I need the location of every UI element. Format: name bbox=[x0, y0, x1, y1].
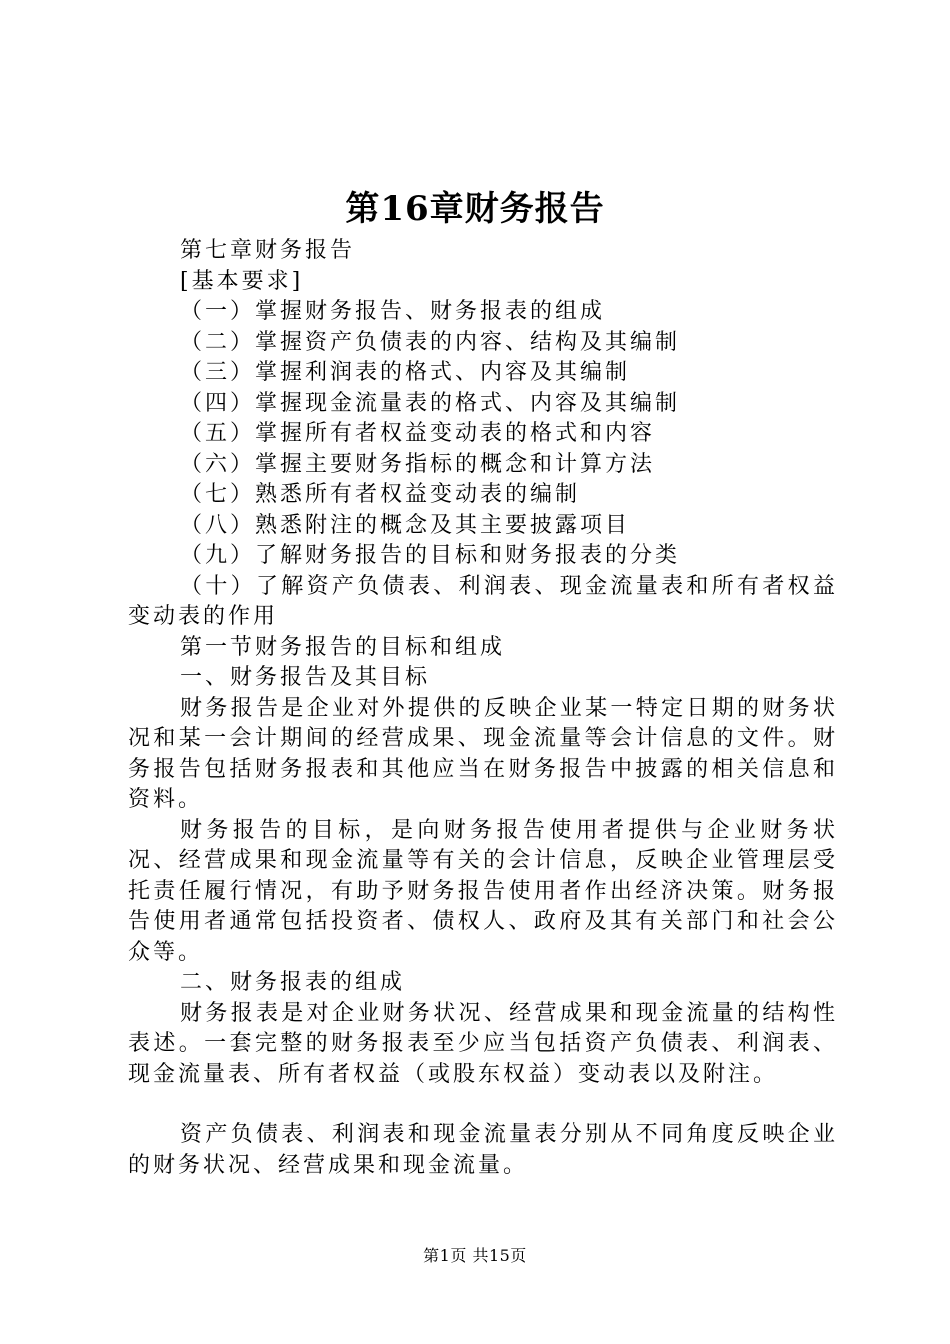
subsection-heading: 一、财务报告及其目标 bbox=[180, 665, 431, 690]
requirement-item: （七）熟悉所有者权益变动表的编制 bbox=[180, 482, 581, 507]
subsection-heading: 二、财务报表的组成 bbox=[180, 970, 406, 995]
requirement-item-ten: （十）了解资产负债表、利润表、现金流量表和所有者权益变动表的作用 bbox=[128, 573, 838, 629]
paragraph: 财务报表是对企业财务状况、经营成果和现金流量的结构性表述。一套完整的财务报表至少应当包括资产负债表、利润表、现金流量表、所有者权益（或股东权益）变动表以及附注。 bbox=[128, 1000, 838, 1087]
paragraph: 财务报告是企业对外提供的反映企业某一特定日期的财务状况和某一会计期间的经营成果、现金流量等会计信息的文件。财务报告包括财务报表和其他应当在财务报告中披露的相关信息和资料。 bbox=[128, 695, 838, 812]
requirement-item: （九）了解财务报告的目标和财务报表的分类 bbox=[180, 543, 681, 568]
requirement-item: （三）掌握利润表的格式、内容及其编制 bbox=[180, 360, 631, 385]
requirement-item: （二）掌握资产负债表的内容、结构及其编制 bbox=[180, 329, 681, 355]
requirement-item: （六）掌握主要财务指标的概念和计算方法 bbox=[180, 451, 656, 477]
document-title: 第16章财务报告 bbox=[345, 189, 605, 229]
document-body bbox=[128, 236, 838, 1181]
section-heading: 第一节财务报告的目标和组成 bbox=[180, 634, 506, 660]
requirement-item: （四）掌握现金流量表的格式、内容及其编制 bbox=[180, 390, 681, 416]
paragraph-spacer bbox=[128, 1090, 838, 1120]
requirement-item: （五）掌握所有者权益变动表的格式和内容 bbox=[180, 421, 656, 446]
page-number: 第1页 共15页 bbox=[423, 1246, 527, 1265]
requirement-item: （八）熟悉附注的概念及其主要披露项目 bbox=[180, 512, 631, 538]
requirements-heading: [基本要求] bbox=[180, 268, 304, 294]
paragraph: 资产负债表、利润表和现金流量表分别从不同角度反映企业的财务状况、经营成果和现金流量。 bbox=[128, 1122, 838, 1178]
chapter-heading: 第七章财务报告 bbox=[180, 238, 356, 263]
paragraph: 财务报告的目标，是向财务报告使用者提供与企业财务状况、经营成果和现金流量等有关的会计信息，反映企业管理层受托责任履行情况，有助予财务报告使用者作出经济决策。财务报告使用者通常包括投资者、债权人、政府及其有关部门和社会公众等。 bbox=[128, 817, 838, 965]
requirement-item: （一）掌握财务报告、财务报表的组成 bbox=[180, 299, 606, 324]
